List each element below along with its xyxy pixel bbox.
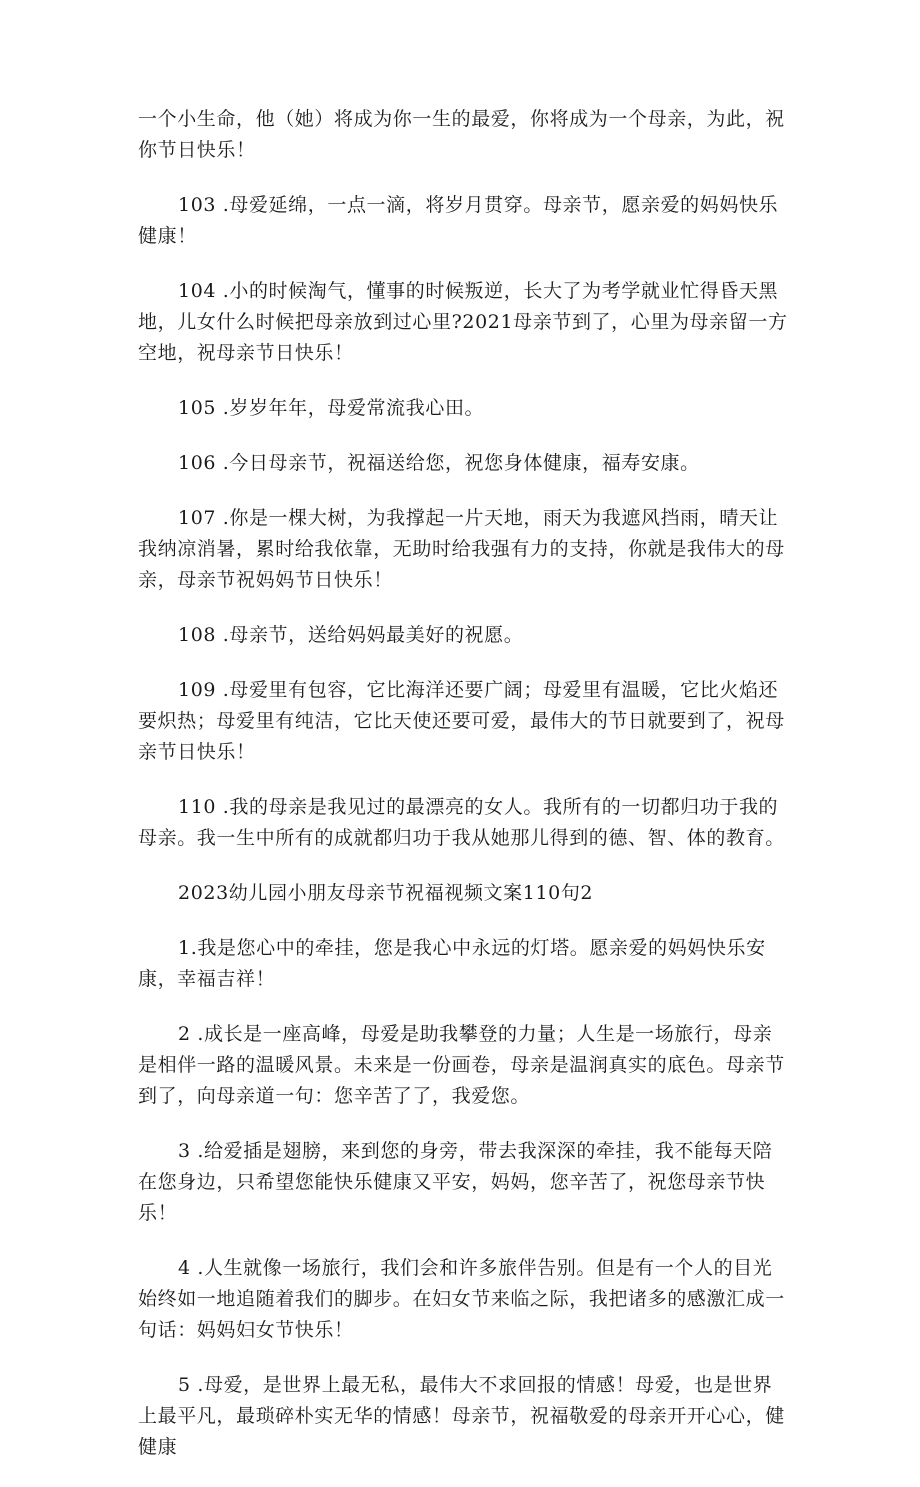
paragraph-108: 108 .母亲节，送给妈妈最美好的祝愿。 — [178, 624, 524, 646]
section-heading: 2023幼儿园小朋友母亲节祝福视频文案110句2 — [178, 882, 594, 904]
paragraph-104: 104 .小的时候淘气，懂事的时候叛逆，长大了为考学就业忙得昏天黑地，儿女什么时候把母亲放到过心里?2021母亲节到了，心里为母亲留一方空地，祝母亲节日快乐！ — [138, 280, 788, 364]
paragraph-5: 5 .母爱，是世界上最无私，最伟大不求回报的情感！母爱，也是世界上最平凡，最琐碎朴实无华的情感！母亲节，祝福敬爱的母亲开开心心，健健康 — [138, 1374, 785, 1458]
paragraph-continuation: 一个小生命，他（她）将成为你一生的最爱，你将成为一个母亲，为此，祝你节日快乐！ — [138, 108, 785, 161]
paragraph-2: 2 .成长是一座高峰，母爱是助我攀登的力量；人生是一场旅行，母亲是相伴一路的温暖风景。未来是一份画卷，母亲是温润真实的底色。母亲节到了，向母亲道一句：您辛苦了了，我爱您。 — [138, 1023, 785, 1107]
paragraph-110: 110 .我的母亲是我见过的最漂亮的女人。我所有的一切都归功于我的母亲。我一生中所有的成就都归功于我从她那儿得到的德、智、体的教育。 — [138, 796, 785, 849]
paragraph-4: 4 .人生就像一场旅行，我们会和许多旅伴告别。但是有一个人的目光始终如一地追随着我们的脚步。在妇女节来临之际，我把诸多的感激汇成一句话：妈妈妇女节快乐！ — [138, 1257, 785, 1341]
paragraph-107: 107 .你是一棵大树，为我撑起一片天地，雨天为我遮风挡雨，晴天让我纳凉消暑，累时给我依靠，无助时给我强有力的支持，你就是我伟大的母亲，母亲节祝妈妈节日快乐！ — [138, 507, 785, 591]
paragraph-103: 103 .母爱延绵，一点一滴，将岁月贯穿。母亲节，愿亲爱的妈妈快乐健康！ — [138, 194, 779, 247]
paragraph-105: 105 .岁岁年年，母爱常流我心田。 — [178, 397, 485, 419]
document-body — [138, 104, 788, 1487]
paragraph-3: 3 .给爱插是翅膀，来到您的身旁，带去我深深的牵挂，我不能每天陪在您身边，只希望您能快乐健康又平安，妈妈，您辛苦了，祝您母亲节快乐！ — [138, 1140, 773, 1224]
paragraph-106: 106 .今日母亲节，祝福送给您，祝您身体健康，福寿安康。 — [178, 452, 700, 474]
paragraph-109: 109 .母爱里有包容，它比海洋还要广阔；母爱里有温暖，它比火焰还要炽热；母爱里有纯洁，它比天使还要可爱，最伟大的节日就要到了，祝母亲节日快乐！ — [138, 679, 785, 763]
paragraph-1: 1.我是您心中的牵挂，您是我心中永远的灯塔。愿亲爱的妈妈快乐安康，幸福吉祥！ — [138, 937, 766, 990]
